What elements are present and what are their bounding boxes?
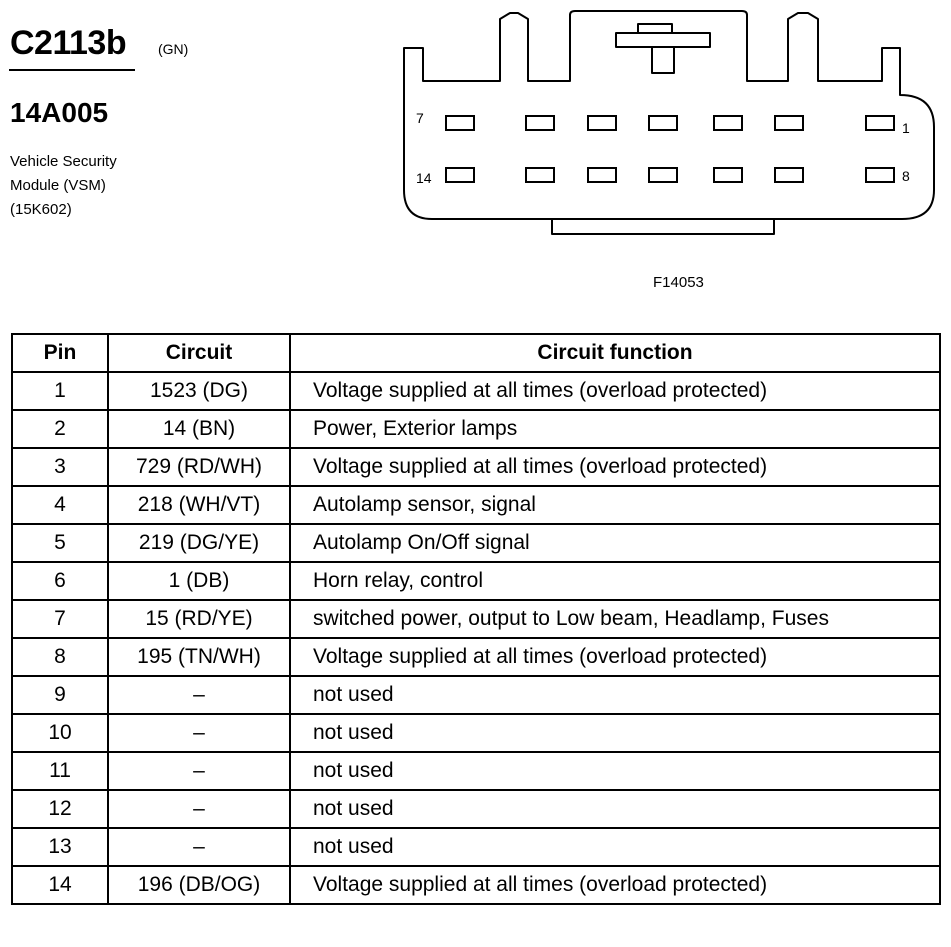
pin-cell: 1 xyxy=(12,372,108,410)
pin-cavity xyxy=(649,116,677,130)
pin-label-7: 7 xyxy=(416,110,424,126)
circuit-cell: 729 (RD/WH) xyxy=(108,448,290,486)
circuit-cell: – xyxy=(108,752,290,790)
function-cell: Autolamp On/Off signal xyxy=(290,524,940,562)
circuit-cell: 195 (TN/WH) xyxy=(108,638,290,676)
function-cell: Horn relay, control xyxy=(290,562,940,600)
pin-cell: 8 xyxy=(12,638,108,676)
pin-label-8: 8 xyxy=(902,168,910,184)
connector-id: C2113b xyxy=(10,24,127,62)
pin-label-14: 14 xyxy=(416,170,432,186)
function-cell: not used xyxy=(290,714,940,752)
circuit-cell: 196 (DB/OG) xyxy=(108,866,290,904)
pin-cavity xyxy=(526,116,554,130)
pin-cell: 4 xyxy=(12,486,108,524)
description-line: Vehicle Security xyxy=(10,153,117,170)
circuit-cell: 1523 (DG) xyxy=(108,372,290,410)
circuit-cell: – xyxy=(108,714,290,752)
pin-cell: 6 xyxy=(12,562,108,600)
table-header-row xyxy=(12,334,940,372)
circuit-cell: 219 (DG/YE) xyxy=(108,524,290,562)
table-row xyxy=(12,448,940,486)
table-row xyxy=(12,714,940,752)
circuit-cell: 1 (DB) xyxy=(108,562,290,600)
circuit-cell: 218 (WH/VT) xyxy=(108,486,290,524)
function-cell: Voltage supplied at all times (overload protected) xyxy=(290,372,940,410)
function-cell: switched power, output to Low beam, Headlamp, Fuses xyxy=(290,600,940,638)
connector-latch xyxy=(616,33,710,47)
module-description xyxy=(10,150,117,222)
circuit-cell: – xyxy=(108,676,290,714)
pin-cell: 13 xyxy=(12,828,108,866)
table-row xyxy=(12,676,940,714)
function-cell: Voltage supplied at all times (overload protected) xyxy=(290,448,940,486)
pin-cavity xyxy=(866,168,894,182)
column-header-circuit: Circuit xyxy=(108,334,290,372)
pin-cavity xyxy=(588,116,616,130)
figure-code: F14053 xyxy=(653,274,704,291)
function-cell: not used xyxy=(290,752,940,790)
function-cell: Power, Exterior lamps xyxy=(290,410,940,448)
function-cell: not used xyxy=(290,828,940,866)
connector-color: (GN) xyxy=(158,41,189,57)
pin-cavity xyxy=(649,168,677,182)
circuit-cell: – xyxy=(108,828,290,866)
pin-cell: 11 xyxy=(12,752,108,790)
pin-cell: 3 xyxy=(12,448,108,486)
pin-cell: 10 xyxy=(12,714,108,752)
circuit-cell: – xyxy=(108,790,290,828)
pin-cavity xyxy=(866,116,894,130)
table-row xyxy=(12,790,940,828)
connector-face-diagram xyxy=(390,5,950,245)
description-line: (15K602) xyxy=(10,201,72,218)
pin-cavity xyxy=(775,116,803,130)
function-cell: Autolamp sensor, signal xyxy=(290,486,940,524)
table-row xyxy=(12,562,940,600)
pin-cavity xyxy=(588,168,616,182)
function-cell: Voltage supplied at all times (overload protected) xyxy=(290,866,940,904)
table-row xyxy=(12,524,940,562)
pin-cavity xyxy=(714,168,742,182)
table-row xyxy=(12,372,940,410)
pin-cell: 9 xyxy=(12,676,108,714)
pin-table xyxy=(11,333,941,905)
pin-cell: 12 xyxy=(12,790,108,828)
pin-cell: 14 xyxy=(12,866,108,904)
circuit-cell: 15 (RD/YE) xyxy=(108,600,290,638)
pin-label-1: 1 xyxy=(902,120,910,136)
column-header-function: Circuit function xyxy=(290,334,940,372)
connector-bottom-tab xyxy=(552,219,774,234)
pin-cavity xyxy=(446,116,474,130)
pin-cell: 2 xyxy=(12,410,108,448)
description-line: Module (VSM) xyxy=(10,177,106,194)
function-cell: not used xyxy=(290,790,940,828)
connector-id-underline xyxy=(9,69,135,71)
circuit-cell: 14 (BN) xyxy=(108,410,290,448)
column-header-pin: Pin xyxy=(12,334,108,372)
function-cell: Voltage supplied at all times (overload protected) xyxy=(290,638,940,676)
pin-cell: 7 xyxy=(12,600,108,638)
part-number: 14A005 xyxy=(10,97,109,128)
pin-cavity xyxy=(446,168,474,182)
pin-cell: 5 xyxy=(12,524,108,562)
pin-cavity xyxy=(775,168,803,182)
function-cell: not used xyxy=(290,676,940,714)
table-row xyxy=(12,638,940,676)
pin-cavity xyxy=(526,168,554,182)
table-row xyxy=(12,600,940,638)
table-row xyxy=(12,752,940,790)
table-row xyxy=(12,866,940,904)
pin-cavity xyxy=(714,116,742,130)
table-row xyxy=(12,828,940,866)
table-row xyxy=(12,410,940,448)
table-row xyxy=(12,486,940,524)
